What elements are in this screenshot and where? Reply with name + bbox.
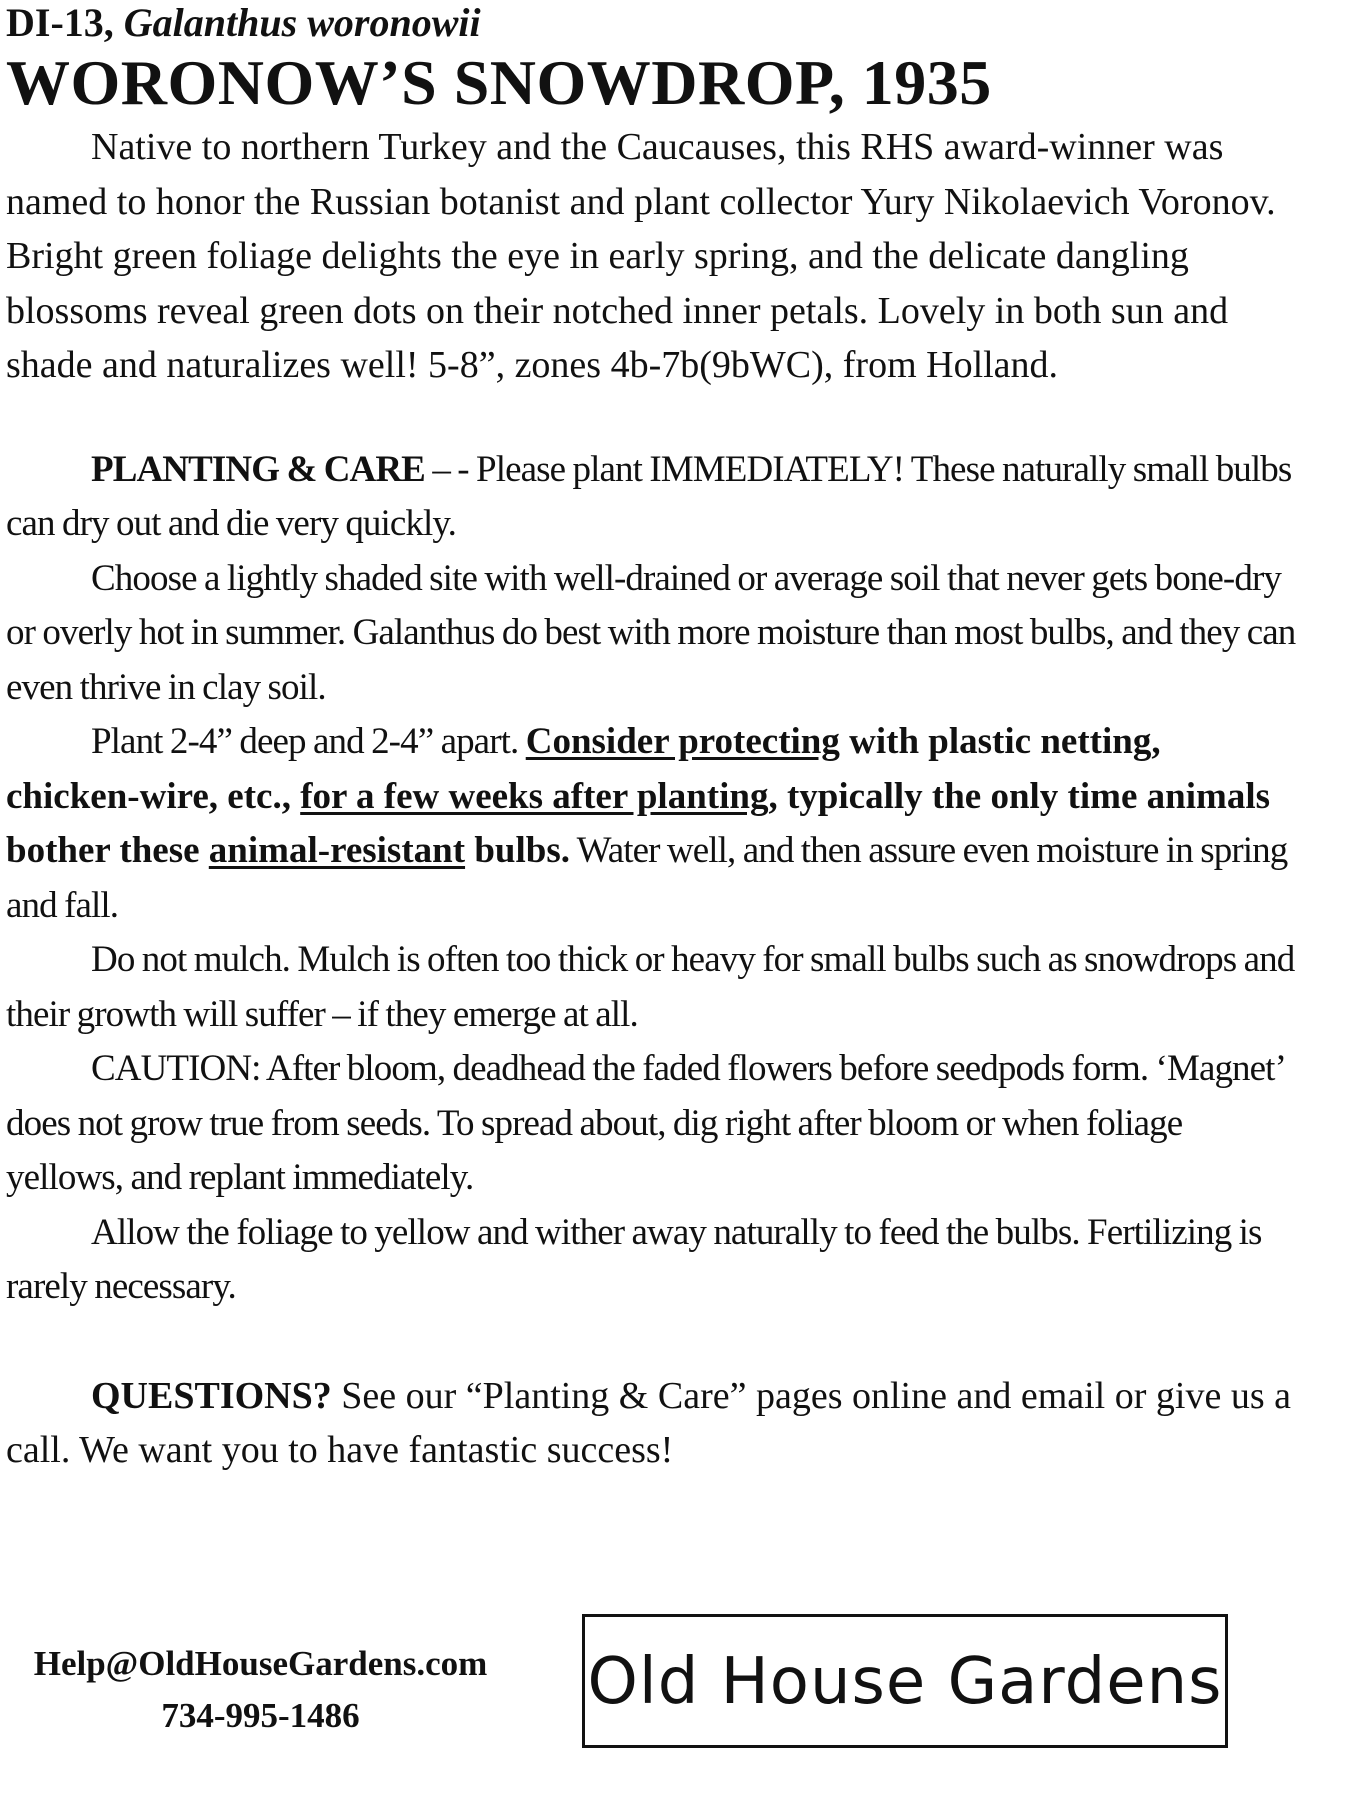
- page-title: WORONOW’S SNOWDROP, 1935: [6, 47, 992, 118]
- questions-heading: QUESTIONS?: [91, 1374, 332, 1417]
- questions-section: [6, 1369, 1296, 1478]
- foliage-paragraph: Allow the foliage to yellow and wither away naturally to feed the bulbs. Fertilizing is rarely necessary.: [6, 1211, 1262, 1307]
- scientific-name: Galanthus woronowii: [123, 0, 481, 45]
- protection-advice-text-2: , typically the only time animals bother these: [6, 775, 1271, 871]
- planting-depth-text: Plant 2-4” deep and 2-4” apart.: [91, 721, 526, 762]
- care-intro-text: – - Please plant IMMEDIATELY! These naturally small bulbs can dry out and die very quickly.: [6, 448, 1292, 544]
- watering-text: Water well, and then assure even moisture in spring and fall.: [6, 830, 1288, 926]
- care-heading: PLANTING & CARE: [91, 448, 425, 490]
- protection-advice-underline-3: animal-resistant: [208, 830, 466, 871]
- care-intro-paragraph: [6, 443, 1296, 552]
- contact-phone[interactable]: 734-995-1486: [161, 1696, 360, 1735]
- protection-advice-text-1: with plastic netting, chicken-wire, etc.,: [6, 721, 1161, 817]
- questions-paragraph: [6, 1369, 1296, 1478]
- protection-advice-text-3: bulbs.: [465, 830, 570, 871]
- contact-email[interactable]: Help@OldHouseGardens.com: [33, 1644, 488, 1683]
- instruction-sheet: [6, 0, 1296, 1478]
- questions-text: See our “Planting & Care” pages online and email or give us a call. We want you to have fantastic success!: [6, 1374, 1291, 1471]
- description-paragraph: Native to northern Turkey and the Caucauses, this RHS award-winner was named to honor the Russian botanist and plant collector Yury Nikolaevich Voronov. Bright green foliage delights the eye in early spring, and the delicate dangling blossoms reveal green dots on their notched inner petals. Lovely in both sun and shade and naturalizes well! 5-8”, zones 4b-7b(9bWC), from Holland.: [6, 126, 1276, 386]
- mulch-paragraph: Do not mulch. Mulch is often too thick or heavy for small bulbs such as snowdrops and their growth will suffer – if they emerge at all.: [6, 939, 1295, 1035]
- contact-block: [8, 1638, 513, 1742]
- brand-logo-svg: [585, 1617, 1225, 1745]
- site-paragraph: Choose a lightly shaded site with well-drained or average soil that never gets bone-dry or overly hot in summer. Galanthus do best with more moisture than most bulbs, and they can even thrive in clay soil.: [6, 557, 1296, 708]
- product-code: DI-13,: [6, 0, 114, 45]
- product-code-line: [6, 0, 1296, 46]
- protection-advice-underline-2: for a few weeks after planting: [300, 775, 769, 817]
- planting-care-section: [6, 443, 1296, 1315]
- brand-logo-text: Old House Gardens: [587, 1645, 1223, 1719]
- protection-advice-underline-1: Consider protecting: [525, 721, 840, 762]
- caution-paragraph: CAUTION: After bloom, deadhead the faded flowers before seedpods form. ‘Magnet’ does not grow true from seeds. To spread about, dig right after bloom or when foliage yellows, and replant immediately.: [6, 1048, 1284, 1198]
- brand-logo: [582, 1614, 1228, 1748]
- planting-paragraph: [6, 715, 1296, 933]
